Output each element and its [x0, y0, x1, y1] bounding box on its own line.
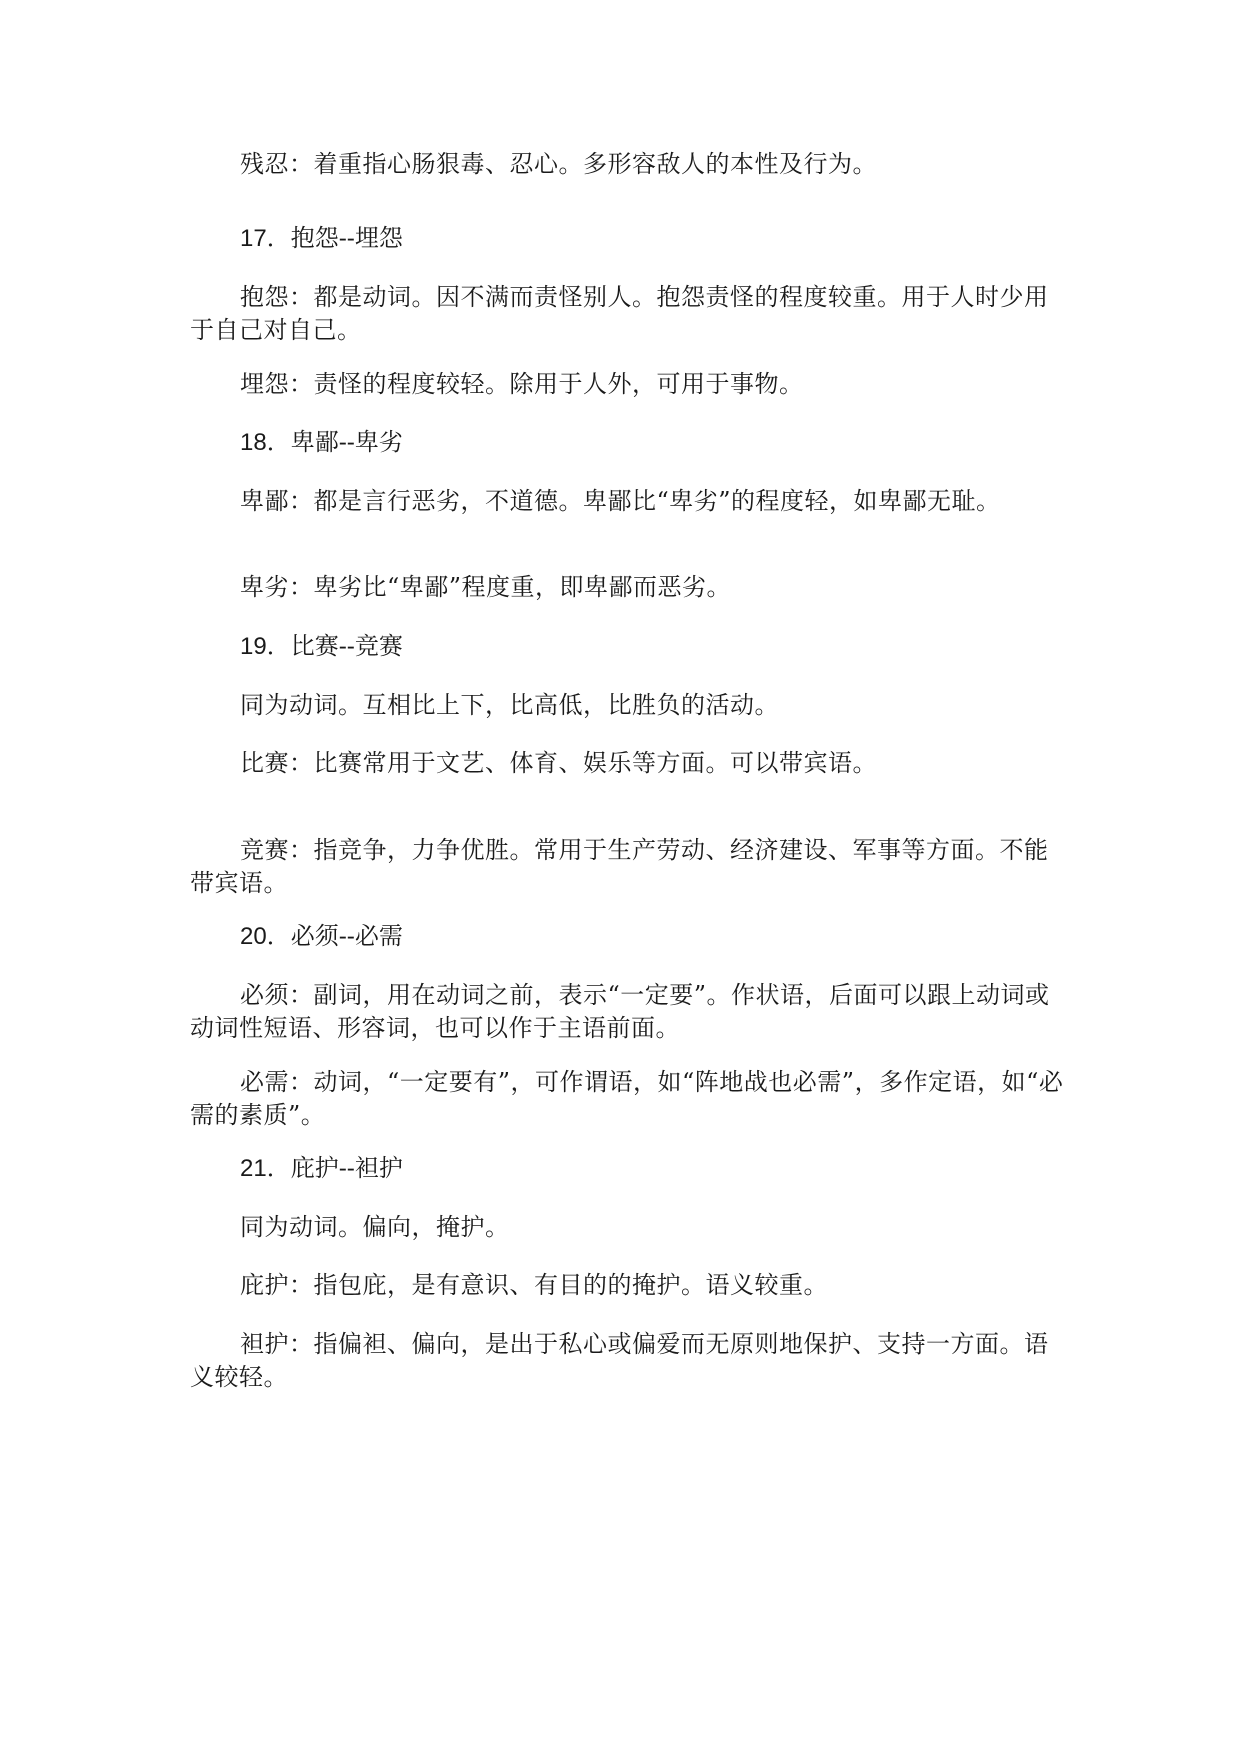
paragraph-base: 卑劣：卑劣比“卑鄙”程度重，即卑鄙而恶劣。	[240, 573, 732, 601]
heading-number: 19．	[240, 633, 291, 660]
heading-number: 20．	[240, 923, 291, 950]
heading-title: 卑鄙--卑劣	[290, 428, 403, 456]
heading-21	[240, 1152, 403, 1185]
heading-title: 比赛--竞赛	[290, 632, 403, 660]
paragraph-despicable: 卑鄙：都是言行恶劣，不道德。卑鄙比“卑劣”的程度轻，如卑鄙无耻。	[240, 487, 1001, 515]
paragraph-shelter: 庇护：指包庇，是有意识、有目的的掩护。语义较重。	[240, 1271, 828, 1299]
heading-20	[240, 920, 403, 953]
heading-18	[240, 426, 403, 459]
heading-19	[240, 630, 403, 663]
paragraph-contest: 竞赛：指竞争，力争优胜。常用于生产劳动、经济建设、军事等方面。不能带宾语。	[190, 836, 1049, 897]
paragraph-compete-shared: 同为动词。互相比上下，比高低，比胜负的活动。	[240, 691, 779, 719]
heading-number: 21．	[240, 1155, 291, 1182]
paragraph-complain: 抱怨：都是动词。因不满而责怪别人。抱怨责怪的程度较重。用于人时少用于自己对自己。	[190, 283, 1049, 344]
paragraph-match: 比赛：比赛常用于文艺、体育、娱乐等方面。可以带宾语。	[240, 749, 877, 777]
heading-title: 抱怨--埋怨	[290, 224, 403, 252]
heading-title: 必须--必需	[290, 922, 403, 950]
paragraph-must: 必须：副词，用在动词之前，表示“一定要”。作状语，后面可以跟上动词或动词性短语、形容词，也可以作于主语前面。	[190, 981, 1050, 1042]
heading-number: 17．	[240, 225, 291, 252]
heading-number: 18．	[240, 429, 291, 456]
paragraph-blame: 埋怨：责怪的程度较轻。除用于人外，可用于事物。	[240, 370, 804, 398]
paragraph-necessary: 必需：动词，“一定要有”，可作谓语，如“阵地战也必需”，多作定语，如“必需的素质”。	[190, 1068, 1064, 1129]
heading-17	[240, 222, 403, 255]
heading-title: 庇护--袒护	[290, 1154, 403, 1182]
paragraph-side-with: 袒护：指偏袒、偏向，是出于私心或偏爱而无原则地保护、支持一方面。语义较轻。	[190, 1330, 1049, 1391]
paragraph-cruel: 残忍：着重指心肠狠毒、忍心。多形容敌人的本性及行为。	[240, 150, 877, 178]
paragraph-protect-shared: 同为动词。偏向，掩护。	[240, 1213, 510, 1241]
